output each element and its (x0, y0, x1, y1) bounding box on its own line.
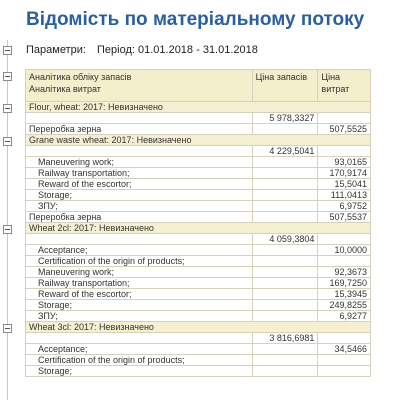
cost-value (318, 366, 371, 377)
stock-price-row (26, 146, 371, 157)
cost-row (26, 344, 371, 355)
empty-cell (252, 212, 318, 223)
empty-cell (252, 201, 318, 212)
cost-row (26, 190, 371, 201)
header-stock-analytics: Аналітика обліку запасів (29, 72, 132, 82)
group-title: Flour, wheat: 2017: Невизначено (26, 102, 371, 113)
group-title: Wheat 2cl: 2017: Невизначено (26, 223, 371, 234)
empty-cell (252, 311, 318, 322)
cost-row (26, 157, 371, 168)
cost-row (26, 168, 371, 179)
cost-label: Переробка зерна (26, 212, 253, 223)
collapse-toggle-icon[interactable] (3, 104, 12, 113)
cost-label: Railway transportation; (26, 278, 253, 289)
cost-label: Acceptance; (26, 344, 253, 355)
group-row[interactable] (26, 102, 371, 113)
empty-cell (252, 245, 318, 256)
cost-value: 6,9277 (318, 311, 371, 322)
cost-label: Storage; (26, 366, 253, 377)
cost-row (26, 267, 371, 278)
header-row (26, 70, 371, 102)
empty-cell (252, 179, 318, 190)
cost-label: ЗПУ; (26, 311, 253, 322)
header-stock-price (252, 70, 318, 102)
empty-cell (26, 113, 253, 124)
empty-cell (26, 333, 253, 344)
cost-row (26, 201, 371, 212)
cost-label: ЗПУ; (26, 201, 253, 212)
report-table (25, 69, 371, 377)
collapse-toggle-icon[interactable] (3, 225, 12, 234)
cost-value: 10,0000 (318, 245, 371, 256)
stock-price-row (26, 234, 371, 245)
empty-cell (252, 300, 318, 311)
cost-row (26, 212, 371, 223)
header-stock-price-label: Ціна запасів (255, 72, 308, 82)
cost-label: Reward of the escortor; (26, 289, 253, 300)
collapse-toggle-icon[interactable] (3, 46, 12, 55)
group-title: Grane waste wheat: 2017: Невизначено (26, 135, 371, 146)
period-value: Період: 01.01.2018 - 31.01.2018 (97, 44, 258, 56)
header-cost-price (318, 70, 371, 102)
cost-row (26, 311, 371, 322)
group-row[interactable] (26, 135, 371, 146)
cost-value: 15,3945 (318, 289, 371, 300)
cost-label: Maneuvering work; (26, 267, 253, 278)
cost-row (26, 300, 371, 311)
empty-cell (318, 113, 371, 124)
cost-label: Certification of the origin of products; (26, 256, 253, 267)
cost-value (318, 355, 371, 366)
empty-cell (252, 267, 318, 278)
stock-price-value: 4 229,5041 (252, 146, 318, 157)
collapse-toggle-icon[interactable] (3, 72, 12, 81)
report-parameters (26, 44, 266, 56)
empty-cell (26, 146, 253, 157)
stock-price-value: 5 978,3327 (252, 113, 318, 124)
empty-cell (252, 278, 318, 289)
empty-cell (252, 289, 318, 300)
cost-label: Переробка зерна (26, 124, 253, 135)
stock-price-value: 3 816,6981 (252, 333, 318, 344)
collapse-toggle-icon[interactable] (3, 324, 12, 333)
cost-row (26, 289, 371, 300)
cost-value: 6,9752 (318, 201, 371, 212)
header-cost-price-line2: витрат (321, 84, 350, 94)
group-row[interactable] (26, 322, 371, 333)
cost-row (26, 355, 371, 366)
cost-value: 34,5466 (318, 344, 371, 355)
cost-row (26, 179, 371, 190)
cost-value: 92,3673 (318, 267, 371, 278)
cost-value: 111,0413 (318, 190, 371, 201)
header-analytics (26, 70, 253, 102)
cost-value: 507,5537 (318, 212, 371, 223)
empty-cell (252, 256, 318, 267)
cost-label: Acceptance; (26, 245, 253, 256)
cost-row (26, 245, 371, 256)
outline-gutter (7, 40, 8, 400)
empty-cell (318, 333, 371, 344)
cost-row (26, 124, 371, 135)
cost-label: Storage; (26, 300, 253, 311)
cost-value: 507,5525 (318, 124, 371, 135)
empty-cell (252, 168, 318, 179)
cost-value: 249,8255 (318, 300, 371, 311)
group-title: Wheat 3cl: 2017: Невизначено (26, 322, 371, 333)
empty-cell (252, 190, 318, 201)
cost-row (26, 278, 371, 289)
report-title: Відомість по матеріальному потоку (26, 9, 365, 30)
cost-label: Reward of the escortor; (26, 179, 253, 190)
collapse-toggle-icon[interactable] (3, 137, 12, 146)
cost-label: Railway transportation; (26, 168, 253, 179)
empty-cell (318, 146, 371, 157)
cost-value (318, 256, 371, 267)
empty-cell (252, 124, 318, 135)
stock-price-row (26, 113, 371, 124)
cost-label: Maneuvering work; (26, 157, 253, 168)
empty-cell (318, 234, 371, 245)
stock-price-value: 4 059,3804 (252, 234, 318, 245)
cost-value: 15,5041 (318, 179, 371, 190)
empty-cell (252, 157, 318, 168)
cost-value: 169,7250 (318, 278, 371, 289)
empty-cell (252, 344, 318, 355)
cost-row (26, 366, 371, 377)
cost-value: 170,9174 (318, 168, 371, 179)
cost-label: Certification of the origin of products; (26, 355, 253, 366)
cost-label: Storage; (26, 190, 253, 201)
header-cost-analytics: Аналітика витрат (29, 84, 101, 94)
empty-cell (26, 234, 253, 245)
empty-cell (252, 366, 318, 377)
cost-row (26, 256, 371, 267)
params-label: Параметри: (26, 44, 86, 56)
stock-price-row (26, 333, 371, 344)
group-row[interactable] (26, 223, 371, 234)
empty-cell (252, 355, 318, 366)
header-cost-price-line1: Ціна (321, 72, 341, 82)
cost-value: 93,0165 (318, 157, 371, 168)
